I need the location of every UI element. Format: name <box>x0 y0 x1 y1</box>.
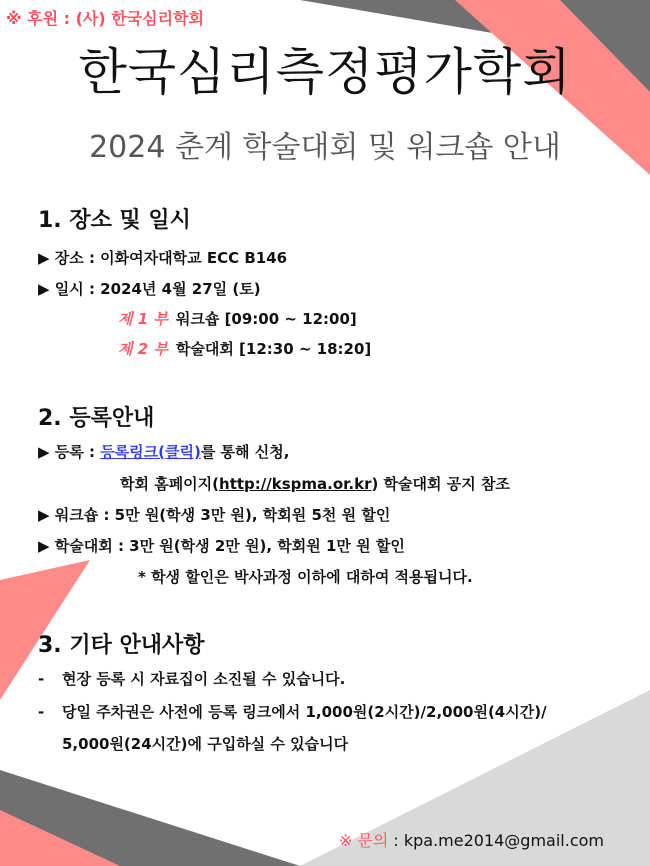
registration-suffix: 를 통해 신청, <box>200 443 290 461</box>
dash-marker: - <box>38 670 45 688</box>
section1-heading: 1. 장소 및 일시 <box>38 208 191 233</box>
section3-heading: 3. 기타 안내사항 <box>38 633 205 658</box>
date-line: ▶ 일시 : 2024년 4월 27일 (토) <box>38 280 261 298</box>
page-title: 한국심리측정평가학회 <box>78 43 572 101</box>
student-discount-note: * 학생 할인은 박사과정 이하에 대하여 적용됩니다. <box>138 568 473 586</box>
registration-link[interactable]: 등록링크(클릭) <box>100 443 201 461</box>
place-line: ▶ 장소 : 이화여자대학교 ECC B146 <box>38 249 288 267</box>
contact-email[interactable]: : kpa.me2014@gmail.com <box>388 831 604 850</box>
homepage-link[interactable]: http://kspma.or.kr <box>219 475 372 493</box>
contact-label: ※ 문의 <box>338 831 389 850</box>
notice-item-2-continued: 5,000원(24시간)에 구입하실 수 있습니다 <box>62 735 349 753</box>
part1-text: 워크숍 [09:00 ~ 12:00] <box>175 310 357 328</box>
conference-fee-line: ▶ 학술대회 : 3만 원(학생 2만 원), 학회원 1만 원 할인 <box>38 537 405 555</box>
workshop-fee-line: ▶ 워크숍 : 5만 원(학생 3만 원), 학회원 5천 원 할인 <box>38 506 391 524</box>
part2-line <box>118 338 371 359</box>
part2-label: 제 2 부 <box>118 340 168 358</box>
homepage-suffix: ) 학술대회 공지 참조 <box>371 475 510 493</box>
notice-item-2-text: 당일 주차권은 사전에 등록 링크에서 1,000원(2시간)/2,000원(4시간)/ <box>62 703 547 721</box>
page-subtitle: 2024 춘계 학술대회 및 워크숍 안내 <box>89 130 561 165</box>
part2-text: 학술대회 [12:30 ~ 18:20] <box>175 340 372 358</box>
notice-item-1-text: 현장 등록 시 자료집이 소진될 수 있습니다. <box>62 670 346 688</box>
notice-item-2 <box>38 701 547 722</box>
part1-label: 제 1 부 <box>118 310 168 328</box>
dash-marker: - <box>38 703 45 721</box>
registration-prefix: ▶ 등록 : <box>38 443 101 461</box>
sponsor-text: ※ 후원 : (사) 한국심리학회 <box>6 9 204 28</box>
notice-item-1 <box>38 668 345 689</box>
part1-line <box>118 308 357 329</box>
registration-line <box>38 441 289 462</box>
homepage-prefix: 학회 홈페이지( <box>120 475 220 493</box>
homepage-line <box>120 473 510 494</box>
contact-info <box>339 828 604 851</box>
section2-heading: 2. 등록안내 <box>38 406 155 431</box>
